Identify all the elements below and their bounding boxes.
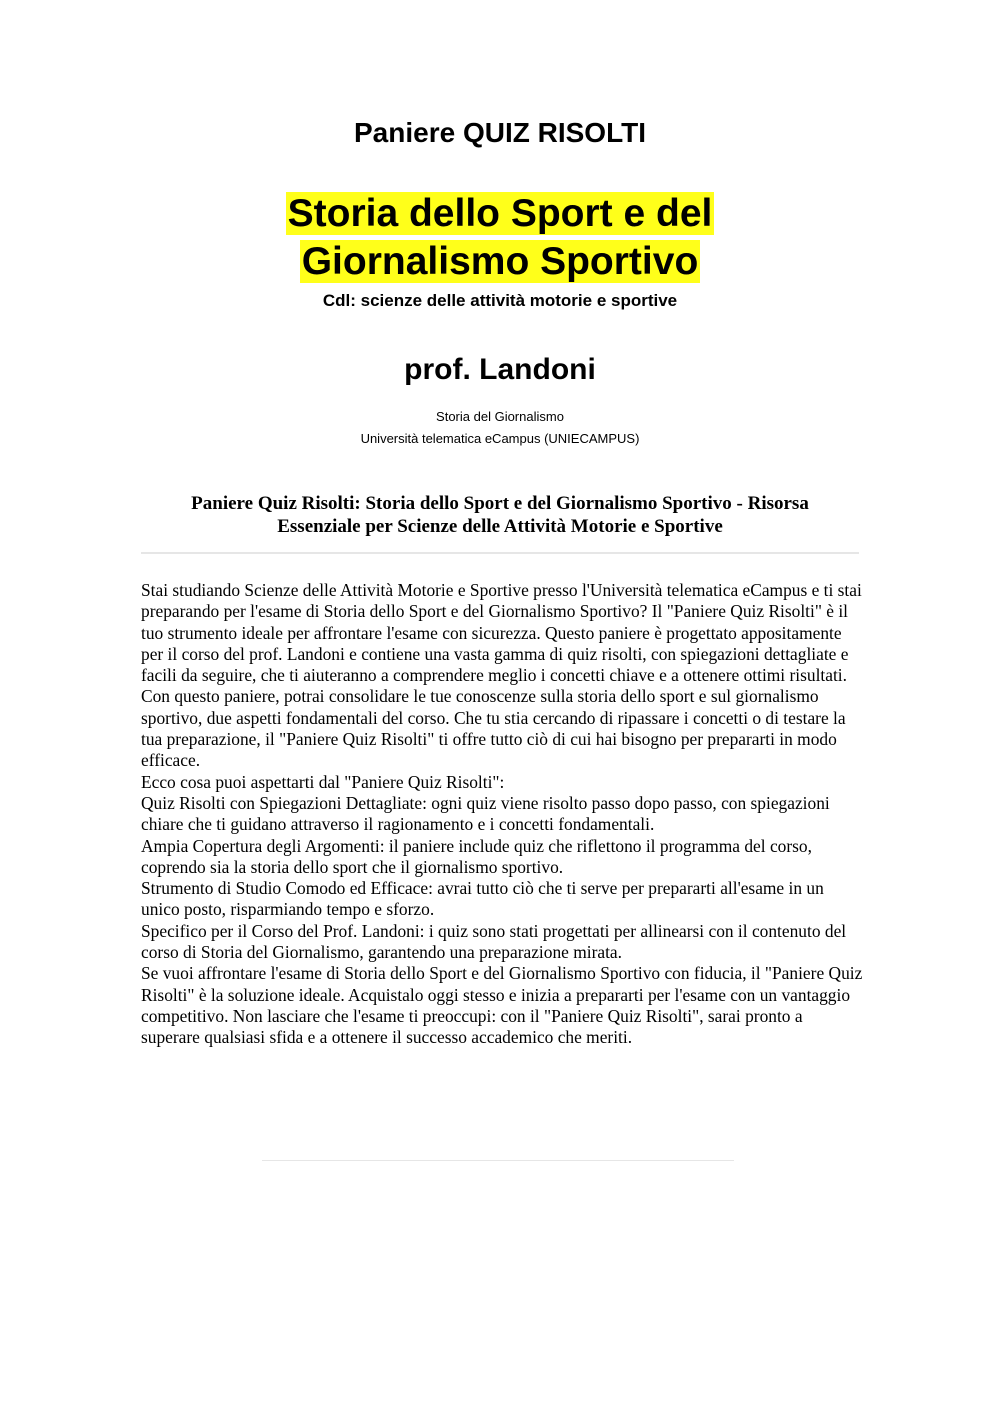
- document-title: [0, 190, 1000, 286]
- paragraph: Con questo paniere, potrai consolidare le tue conoscenze sulla storia dello sport e sul giornalismo sportivo, due aspetti fondamentali del corso. Che tu stia cercando di ripassare i concetti o di testare la tua preparazione, il "Paniere Quiz Risolti" ti offre tutto ciò di cui hai bisogno per prepararti in modo efficace.: [141, 686, 846, 771]
- paragraph: Ampia Copertura degli Argomenti: il paniere include quiz che riflettono il programma del corso, coprendo sia la storia dello sport che il giornalismo sportivo.: [141, 835, 812, 877]
- paragraph: Se vuoi affrontare l'esame di Storia dello Sport e del Giornalismo Sportivo con fiducia, il "Paniere Quiz Risolti" è la soluzione ideale. Acquistalo oggi stesso e inizia a prepararti per l'esame con un vantaggio competitivo. Non lasciare che l'esame ti preoccupi: con il "Paniere Quiz Risolti", sarai pronto a superare qualsiasi sfida e a ottenere il successo accademico che meriti.: [141, 963, 863, 1048]
- course-name: Storia del Giornalismo: [436, 409, 564, 424]
- article-title: Paniere Quiz Risolti: Storia dello Sport e del Giornalismo Sportivo - Risorsa Essenziale per Scienze delle Attività Motorie e Sportive: [191, 493, 809, 537]
- article-body: [141, 580, 865, 1049]
- document-kicker: Paniere QUIZ RISOLTI: [354, 117, 646, 148]
- paragraph: Stai studiando Scienze delle Attività Motorie e Sportive presso l'Università telematica eCampus e ti stai preparando per l'esame di Storia dello Sport e del Giornalismo Sportivo? Il "Paniere Quiz Risolti" è il tuo strumento ideale per affrontare l'esame con sicurezza. Questo paniere è progettato appositamente per il corso del prof. Landoni e contiene una vasta gamma di quiz risolti, con spiegazioni dettagliate e facili da seguire, che ti aiuteranno a comprendere meglio i concetti chiave e a ottenere ottimi risultati.: [141, 580, 862, 686]
- divider-top: [141, 552, 859, 554]
- paragraph: Specifico per il Corso del Prof. Landoni: i quiz sono stati progettati per allinearsi con il contenuto del corso di Storia del Giornalismo, garantendo una preparazione mirata.: [141, 920, 847, 963]
- title-line-1: Storia dello Sport e del: [287, 192, 713, 235]
- university-name: Università telematica eCampus (UNIECAMPUS): [360, 431, 640, 446]
- paragraph: Ecco cosa puoi aspettarti dal "Paniere Quiz Risolti":: [141, 771, 505, 792]
- title-line-2: Giornalismo Sportivo: [301, 240, 699, 283]
- paragraph: Strumento di Studio Comodo ed Efficace: avrai tutto ciò che ti serve per prepararti all'esame in un unico posto, risparmiando tempo e sforzo.: [141, 878, 824, 920]
- degree-course: Cdl: scienze delle attività motorie e sportive: [322, 291, 678, 310]
- divider-bottom: [262, 1160, 734, 1161]
- professor-name: prof. Landoni: [404, 353, 596, 386]
- paragraph: Quiz Risolti con Spiegazioni Dettagliate: ogni quiz viene risolto passo dopo passo, con spiegazioni chiare che ti guidano attraverso il ragionamento e i concetti fondamentali.: [141, 792, 830, 835]
